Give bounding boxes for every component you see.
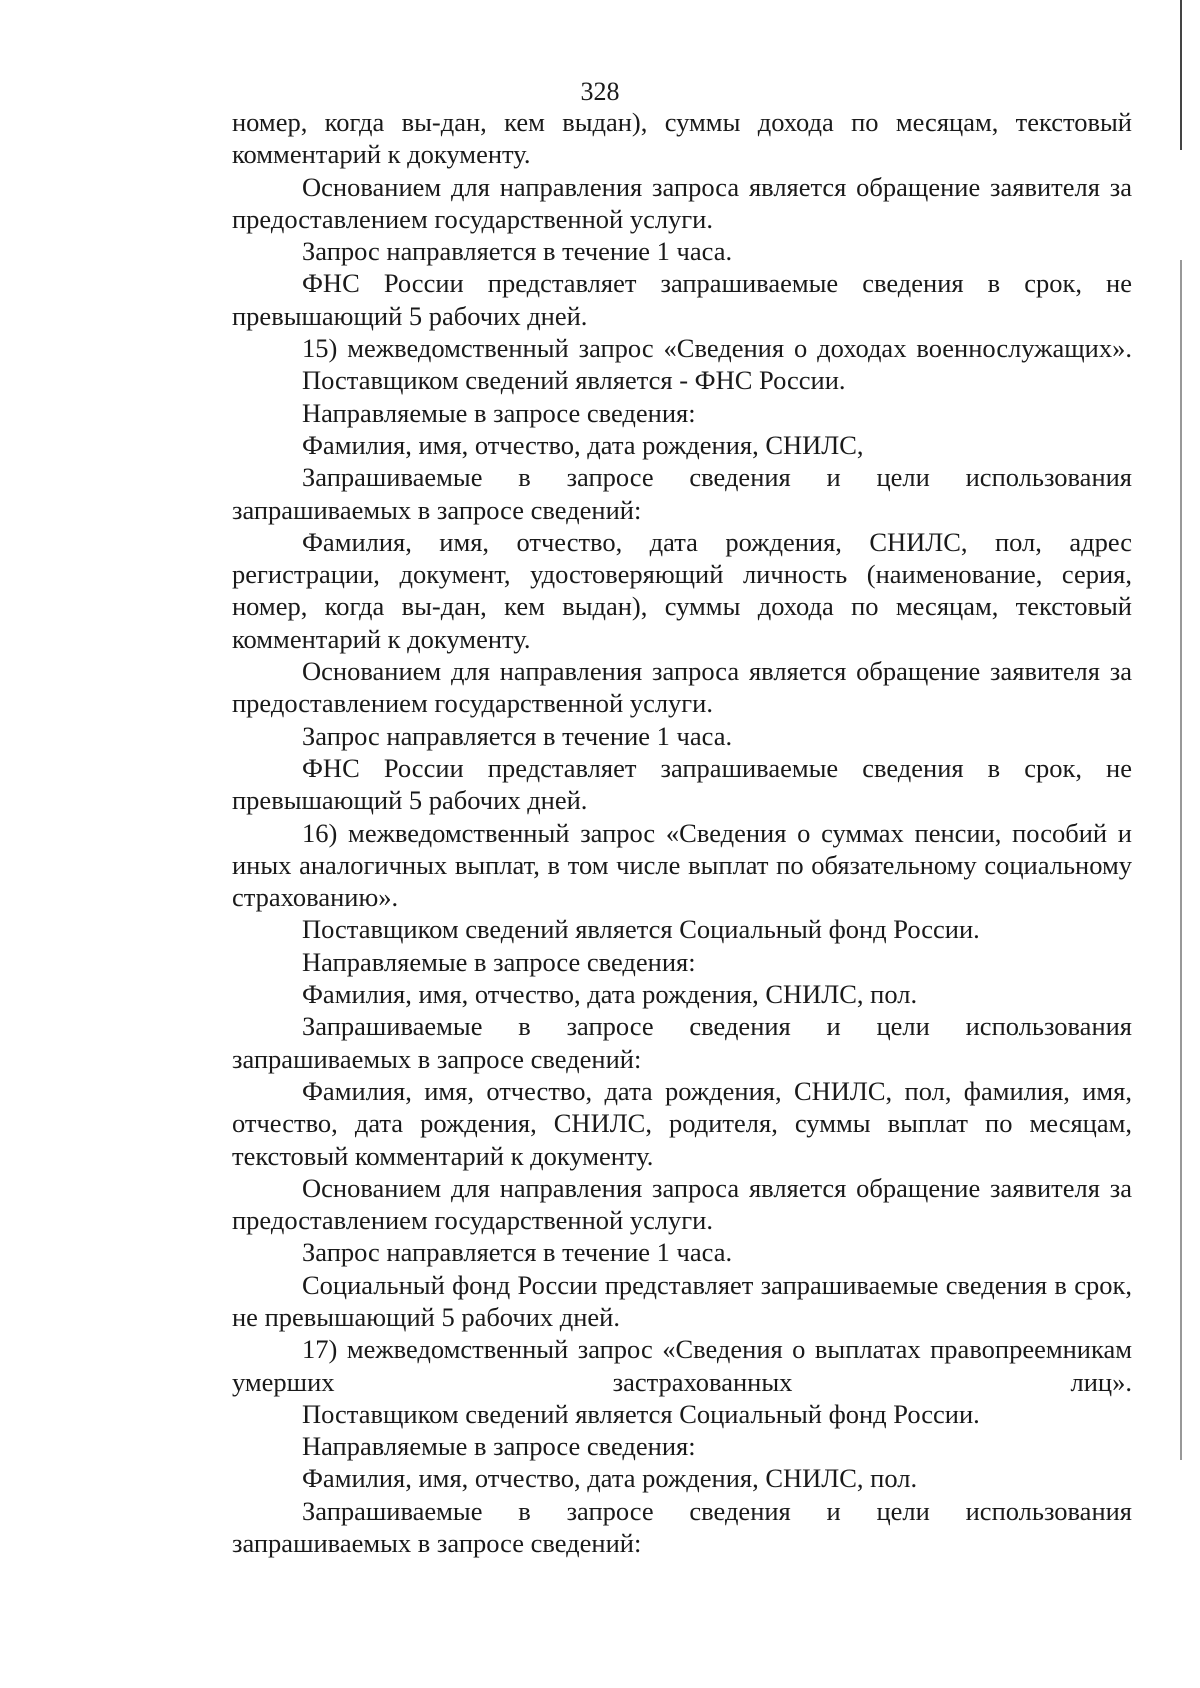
- paragraph: ФНС России представляет запрашиваемые сведения в срок, не превышающий 5 рабочих дней.: [232, 752, 1132, 816]
- paragraph: Направляемые в запросе сведения:: [302, 1431, 696, 1462]
- paragraph: 17) межведомственный запрос «Сведения о выплатах правопреемникам умерших застрахованных лиц».: [232, 1334, 1132, 1397]
- paragraph: ФНС России представляет запрашиваемые сведения в срок, не превышающий 5 рабочих дней.: [232, 268, 1132, 331]
- paragraph: 16) межведомственный запрос «Сведения о суммах пенсии, пособий и иных аналогичных выплат, в том числе выплат по обязательному социальному страхованию».: [232, 817, 1132, 913]
- paragraph: Запрос направляется в течение 1 часа.: [302, 1237, 733, 1268]
- paragraph: Запрашиваемые в запросе сведения и цели использования запрашиваемых в запросе сведений:: [232, 1011, 1132, 1074]
- paragraph: Запрашиваемые в запросе сведения и цели использования запрашиваемых в запросе сведений:: [232, 1495, 1132, 1559]
- paragraph: Поставщиком сведений является - ФНС России.: [302, 365, 846, 396]
- document-body: [232, 106, 1132, 1559]
- paragraph: 15) межведомственный запрос «Сведения о доходах военнослужащих».: [302, 333, 1132, 364]
- paragraph: Фамилия, имя, отчество, дата рождения, СНИЛС, пол, фамилия, имя, отчество, дата рождения, СНИЛС, родителя, суммы выплат по месяцам, текстовый комментарий к документу.: [232, 1075, 1132, 1171]
- paragraph: Основанием для направления запроса является обращение заявителя за предоставлением государственной услуги.: [232, 656, 1132, 719]
- paragraph: Поставщиком сведений является Социальный фонд России.: [302, 1398, 980, 1429]
- paragraph: Фамилия, имя, отчество, дата рождения, СНИЛС,: [302, 429, 864, 460]
- paragraph: Направляемые в запросе сведения:: [302, 397, 696, 428]
- paragraph: Запрашиваемые в запросе сведения и цели использования запрашиваемых в запросе сведений:: [232, 462, 1132, 525]
- paragraph: Основанием для направления запроса является обращение заявителя за предоставлением государственной услуги.: [232, 1172, 1132, 1236]
- page-number: 328: [580, 77, 620, 106]
- paragraph: Фамилия, имя, отчество, дата рождения, СНИЛС, пол.: [302, 979, 918, 1010]
- paragraph: Запрос направляется в течение 1 часа.: [302, 720, 733, 751]
- scan-edge-line: [1180, 0, 1182, 150]
- paragraph: Основанием для направления запроса является обращение заявителя за предоставлением государственной услуги.: [232, 171, 1132, 234]
- paragraph: Поставщиком сведений является Социальный фонд России.: [302, 914, 980, 945]
- paragraph: Фамилия, имя, отчество, дата рождения, СНИЛС, пол, адрес регистрации, документ, удостоверяющий личность (наименование, серия, номер, когда вы-дан, кем выдан), суммы дохода по месяцам, текстовый комментарий к документу.: [232, 526, 1132, 654]
- paragraph: Социальный фонд России представляет запрашиваемые сведения в срок, не превышающий 5 рабочих дней.: [232, 1269, 1132, 1332]
- scan-edge-line: [1180, 260, 1182, 1460]
- paragraph: Фамилия, имя, отчество, дата рождения, СНИЛС, пол.: [302, 1463, 918, 1494]
- paragraph: Запрос направляется в течение 1 часа.: [302, 236, 733, 267]
- paragraph: Направляемые в запросе сведения:: [302, 946, 696, 977]
- paragraph: номер, когда вы-дан, кем выдан), суммы дохода по месяцам, текстовый комментарий к документу.: [232, 107, 1132, 170]
